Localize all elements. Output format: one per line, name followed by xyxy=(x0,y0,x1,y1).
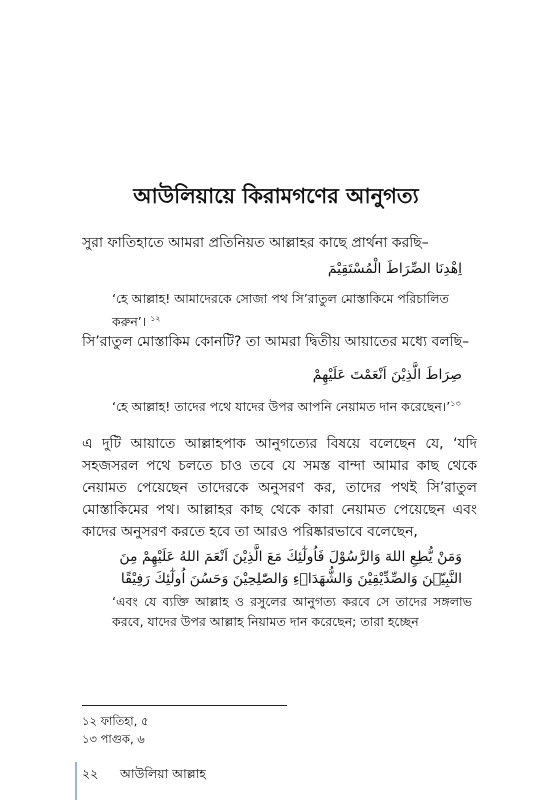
quote-2-text: ‘হে আল্লাহ! তাদের পথে যাদের উপর আপনি নেয়ামত দান করেছেন।’ xyxy=(112,399,451,415)
footnote-12: ১২ ফাতিহা, ৫ xyxy=(82,714,149,728)
page-number: ২২ xyxy=(82,766,99,781)
quote-2 xyxy=(112,394,472,417)
quote-1-text: ‘হে আল্লাহ! আমাদেরকে সোজা পথ সি’রাতুল মোস্তাকিমে পরিচালিত করুন’। xyxy=(112,291,449,330)
running-title: আউলিয়া আল্লাহ xyxy=(120,766,206,781)
footnote-13: ১৩ পাগুক, ৬ xyxy=(82,732,145,746)
paragraph-intro: সুরা ফাতিহাতে আমরা প্রতিনিয়ত আল্লাহর কাছে প্রার্থনা করছি– xyxy=(82,235,429,251)
margin-accent-bar xyxy=(75,762,77,800)
arabic-verse-1: اِهْدِنَا الصِّرَاطَ الْمُسْتَقِيْمَ xyxy=(327,261,462,277)
paragraph-question: সি’রাতুল মোস্তাকিম কোনটি? তা আমরা দ্বিতীয় আয়াতের মধ্যে বলছি– xyxy=(82,334,470,350)
quote-3: ‘এবং যে ব্যক্তি আল্লাহ ও রসুলের আনুগত্য করবে সে তাদের সঙ্গলাভ করবে, যাদের উপর আল্লাহ নিয়ামত দান করেছেন; তারা হচ্ছেন xyxy=(112,594,472,629)
paragraph-explanation: এ দুটি আয়াতে আল্লাহপাক আনুগত্যের বিষয়ে বলেছেন যে, ‘যদি সহজসরল পথে চলতে চাও তবে যে সমস্ত বান্দা আমার কাছ থেকে নেয়ামত পেয়েছেন তাদেরকে অনুসরণ কর, তাদের পথই সি’রাতুল মোস্তাকিমের পথ। আল্লাহর কাছ থেকে কারা নেয়ামত পেয়েছেন এবং কাদের অনুসরণ করতে হবে তা আরও পরিষ্কারভাবে বলেছেন, xyxy=(82,436,477,540)
arabic-verse-2: صِرَاطَ الَّذِيْنَ اَنْعَمْتَ عَلَيْهِمْ xyxy=(312,367,462,383)
footnote-ref-12: ১২ xyxy=(150,314,161,323)
footnote-divider xyxy=(82,705,287,706)
footnote-ref-13: ১৩ xyxy=(450,399,461,408)
arabic-verse-3: وَمَنْ يُّطِعِ اللهَ وَالرَّسُوْلَ فَاُولٰٓئِكَ مَعَ الَّذِيْنَ اَنْعَمَ اللهُ عَلَيْهِمْ مِنَ النَّبِيّٖنَ وَالصِّدِّيْقِيْنَ وَالشُّهَدَاۤءِ وَالصّٰلِحِيْنَ وَحَسُنَ اُولٰٓئِكَ رَفِيْقًا xyxy=(119,549,462,587)
chapter-title: আউলিয়ায়ে কিরামগণের আনুগত্য xyxy=(133,184,419,208)
quote-1 xyxy=(112,289,472,332)
